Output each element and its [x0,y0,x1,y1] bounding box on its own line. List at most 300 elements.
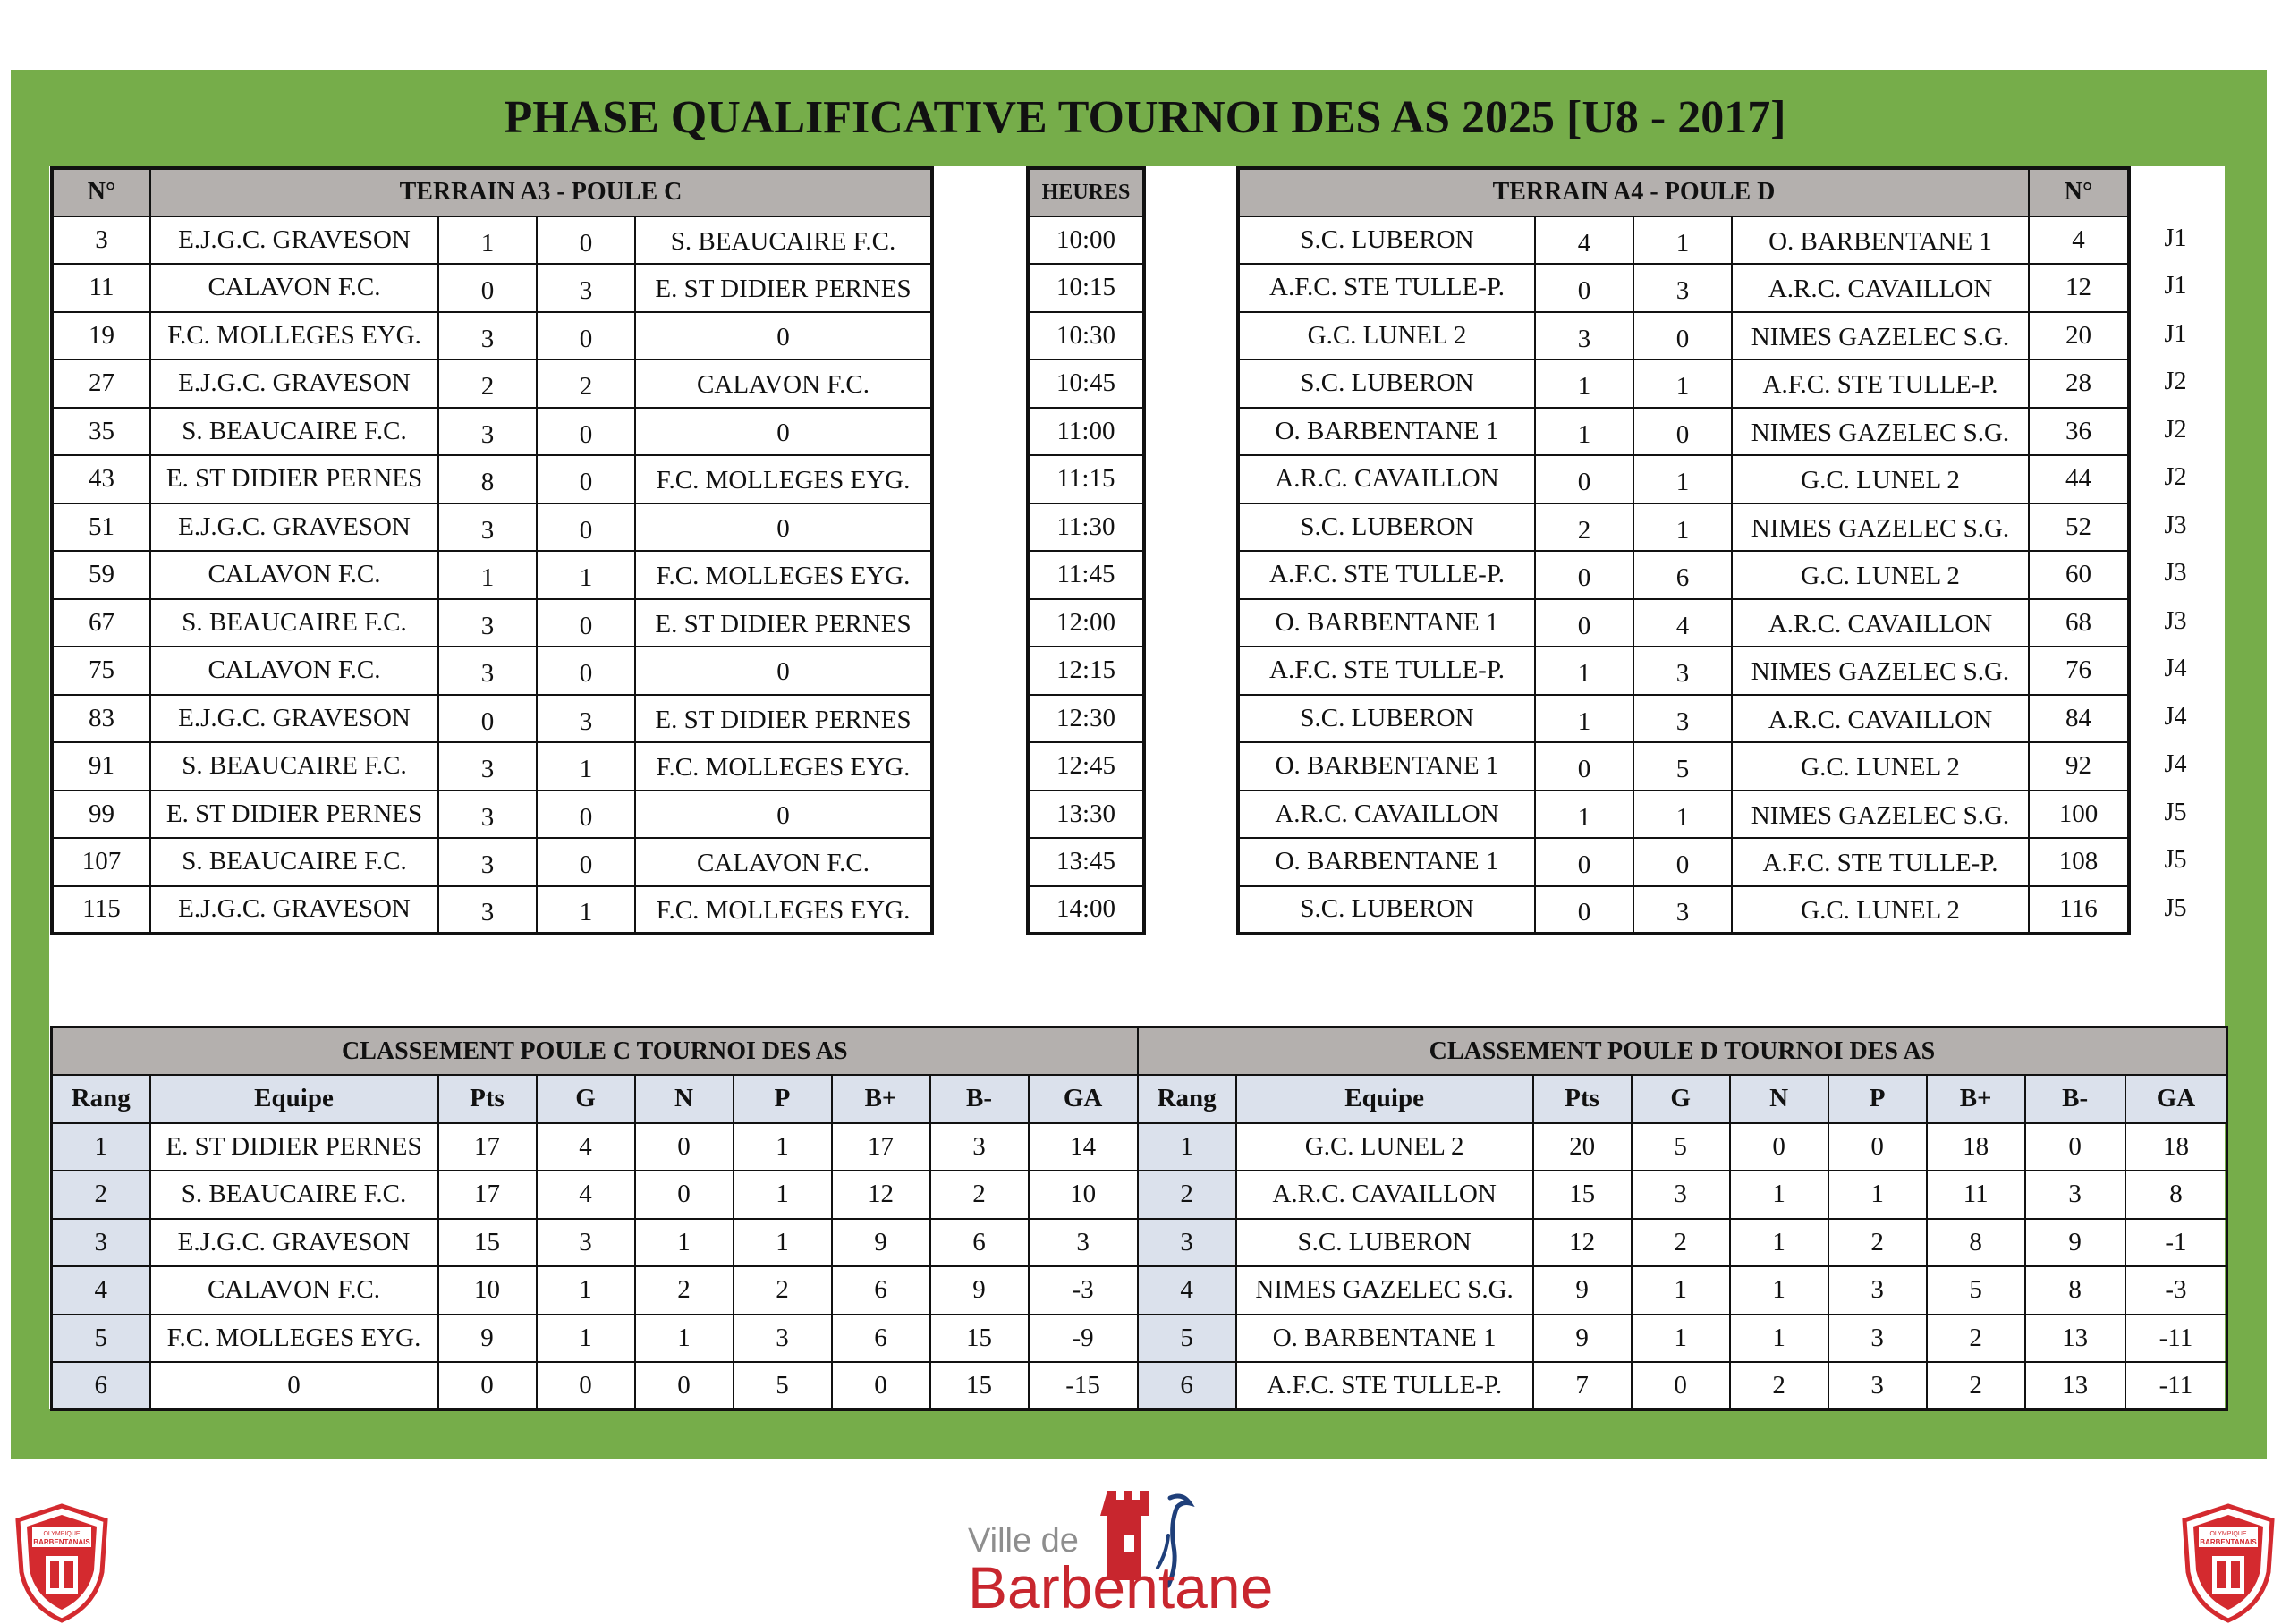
home-score: 3 [438,838,537,886]
home-team: S. BEAUCAIRE F.C. [150,408,438,456]
journee-label: J5 [2164,846,2187,874]
lost: 3 [1828,1266,1927,1315]
goal-average: -9 [1029,1315,1138,1363]
goal-average: 3 [1029,1219,1138,1267]
home-team: G.C. LUNEL 2 [1238,312,1535,360]
match-number: 91 [52,742,150,791]
lost: 2 [734,1266,832,1315]
journee-column [2135,215,2216,933]
points: 9 [1533,1315,1632,1363]
column-header-g: G [1632,1075,1730,1123]
home-score: 1 [1535,791,1633,839]
goals-for: 6 [832,1315,930,1363]
goals-against: 15 [930,1362,1029,1410]
away-team: G.C. LUNEL 2 [1732,455,2029,503]
away-score: 1 [1633,503,1732,552]
away-score: 1 [537,551,635,599]
away-score: 3 [1633,886,1732,935]
away-score: 3 [1633,647,1732,695]
match-number: 43 [52,455,150,503]
away-score: 3 [1633,264,1732,312]
poule-d-title: TERRAIN A4 - POULE D [1238,168,2029,216]
club-crest-right-icon [2179,1502,2277,1624]
home-team: S.C. LUBERON [1238,886,1535,935]
drawn: 1 [1730,1219,1828,1267]
lost: 3 [1828,1315,1927,1363]
away-team: CALAVON F.C. [635,359,932,408]
home-score: 2 [1535,503,1633,552]
away-score: 0 [537,647,635,695]
match-time: 13:45 [1028,838,1144,886]
lost: 5 [734,1362,832,1410]
city-logo [966,1480,1342,1614]
won: 1 [537,1315,635,1363]
away-team: O. BARBENTANE 1 [1732,216,2029,265]
away-team: 0 [635,312,932,360]
team: CALAVON F.C. [150,1266,438,1315]
svg-text:OLYMPIQUE: OLYMPIQUE [2209,1531,2247,1537]
away-team: F.C. MOLLEGES EYG. [635,742,932,791]
match-number: 36 [2029,408,2129,456]
points: 17 [438,1171,537,1219]
won: 3 [537,1219,635,1267]
team: 0 [150,1362,438,1410]
table-row [1028,216,1144,265]
goals-for: 2 [1927,1362,2025,1410]
home-team: CALAVON F.C. [150,647,438,695]
away-score: 0 [537,838,635,886]
away-score: 0 [537,503,635,552]
points: 20 [1533,1123,1632,1171]
points: 7 [1533,1362,1632,1410]
drawn: 2 [1730,1362,1828,1410]
match-number: 75 [52,647,150,695]
num-header: N° [52,168,150,216]
match-number: 35 [52,408,150,456]
home-team: S.C. LUBERON [1238,359,1535,408]
away-team: NIMES GAZELEC S.G. [1732,647,2029,695]
goals-for: 11 [1927,1171,2025,1219]
team: E. ST DIDIER PERNES [150,1123,438,1171]
home-team: S. BEAUCAIRE F.C. [150,742,438,791]
goals-for: 9 [832,1219,930,1267]
home-score: 1 [1535,695,1633,743]
journee-label: J1 [2164,319,2187,348]
column-header-p: P [1828,1075,1927,1123]
city-name: Barbentane [968,1554,1274,1614]
away-team: S. BEAUCAIRE F.C. [635,216,932,265]
table-row [1238,647,2129,695]
goal-average: -11 [2125,1315,2227,1363]
column-header-rang: Rang [1138,1075,1236,1123]
column-header-equipe: Equipe [150,1075,438,1123]
journee-label: J5 [2164,893,2187,922]
table-row [1238,264,2129,312]
table-row [52,264,932,312]
standings-row [52,1219,2227,1267]
rank: 5 [52,1315,150,1363]
table-row [1028,551,1144,599]
match-time: 13:30 [1028,791,1144,839]
team: F.C. MOLLEGES EYG. [150,1315,438,1363]
table-row [52,216,932,265]
page-title: PHASE QUALIFICATIVE TOURNOI DES AS 2025 [U8 - 2017] [504,92,1786,143]
won: 0 [537,1362,635,1410]
lost: 1 [1828,1171,1927,1219]
goals-against: 13 [2025,1315,2125,1363]
home-team: E.J.G.C. GRAVESON [150,216,438,265]
journee-label: J5 [2164,798,2187,826]
column-header-ga: GA [1029,1075,1138,1123]
match-number: 60 [2029,551,2129,599]
points: 0 [438,1362,537,1410]
team: A.R.C. CAVAILLON [1236,1171,1533,1219]
table-row [52,886,932,935]
table-row [52,359,932,408]
table-row [52,838,932,886]
away-score: 0 [1633,408,1732,456]
match-number: 44 [2029,455,2129,503]
away-score: 3 [537,695,635,743]
table-row [1028,742,1144,791]
away-score: 3 [537,264,635,312]
away-team: E. ST DIDIER PERNES [635,264,932,312]
match-time: 14:00 [1028,886,1144,935]
column-header-rang: Rang [52,1075,150,1123]
points: 10 [438,1266,537,1315]
home-score: 3 [438,408,537,456]
away-score: 5 [1633,742,1732,791]
home-team: CALAVON F.C. [150,551,438,599]
goal-average: 8 [2125,1171,2227,1219]
table-row [1238,408,2129,456]
goal-average: 18 [2125,1123,2227,1171]
rank: 3 [52,1219,150,1267]
journee-label: J4 [2164,750,2187,778]
away-team: E. ST DIDIER PERNES [635,695,932,743]
num-header: N° [2029,168,2129,216]
goals-for: 18 [1927,1123,2025,1171]
rank: 6 [1138,1362,1236,1410]
goal-average: -15 [1029,1362,1138,1410]
journee-label: J1 [2164,272,2187,300]
column-header-pts: Pts [1533,1075,1632,1123]
match-time: 11:00 [1028,408,1144,456]
away-team: A.R.C. CAVAILLON [1732,599,2029,647]
goals-against: 9 [2025,1219,2125,1267]
standings-table [50,1026,2228,1411]
table-row [1028,503,1144,552]
home-score: 1 [438,551,537,599]
table-row [1238,503,2129,552]
match-number: 51 [52,503,150,552]
standings-row [52,1315,2227,1363]
away-team: 0 [635,503,932,552]
home-team: A.F.C. STE TULLE-P. [1238,551,1535,599]
won: 1 [1632,1315,1730,1363]
home-team: F.C. MOLLEGES EYG. [150,312,438,360]
home-team: S.C. LUBERON [1238,503,1535,552]
column-header-ga: GA [2125,1075,2227,1123]
away-team: 0 [635,647,932,695]
drawn: 0 [635,1171,734,1219]
home-score: 0 [1535,455,1633,503]
home-score: 3 [1535,312,1633,360]
away-team: G.C. LUNEL 2 [1732,742,2029,791]
away-team: CALAVON F.C. [635,838,932,886]
lost: 3 [734,1315,832,1363]
table-row [1028,886,1144,935]
won: 4 [537,1171,635,1219]
match-number: 11 [52,264,150,312]
team: NIMES GAZELEC S.G. [1236,1266,1533,1315]
table-row [52,551,932,599]
match-number: 28 [2029,359,2129,408]
journee-label: J3 [2164,606,2187,635]
drawn: 1 [1730,1266,1828,1315]
away-team: NIMES GAZELEC S.G. [1732,503,2029,552]
journee-label: J3 [2164,559,2187,587]
match-number: 115 [52,886,150,935]
home-team: A.R.C. CAVAILLON [1238,791,1535,839]
match-number: 52 [2029,503,2129,552]
match-time: 12:15 [1028,647,1144,695]
goals-against: 2 [930,1171,1029,1219]
goals-for: 2 [1927,1315,2025,1363]
match-number: 84 [2029,695,2129,743]
table-row [1028,408,1144,456]
home-score: 0 [1535,551,1633,599]
home-score: 3 [438,791,537,839]
away-team: G.C. LUNEL 2 [1732,551,2029,599]
match-time: 12:00 [1028,599,1144,647]
drawn: 1 [635,1219,734,1267]
column-header-n: N [1730,1075,1828,1123]
away-team: A.R.C. CAVAILLON [1732,264,2029,312]
journee-label: J2 [2164,415,2187,444]
away-score: 3 [1633,695,1732,743]
home-team: A.F.C. STE TULLE-P. [1238,647,1535,695]
table-row [1028,264,1144,312]
match-number: 68 [2029,599,2129,647]
away-team: NIMES GAZELEC S.G. [1732,408,2029,456]
home-score: 0 [438,695,537,743]
away-score: 0 [1633,838,1732,886]
standings-d-title: CLASSEMENT POULE D TOURNOI DES AS [1138,1028,2227,1076]
rank: 4 [1138,1266,1236,1315]
away-score: 0 [537,216,635,265]
goals-for: 8 [1927,1219,2025,1267]
table-row [52,647,932,695]
team: O. BARBENTANE 1 [1236,1315,1533,1363]
rank: 5 [1138,1315,1236,1363]
table-row [52,791,932,839]
away-team: A.F.C. STE TULLE-P. [1732,838,2029,886]
journee-label: J1 [2164,224,2187,252]
away-score: 0 [1633,312,1732,360]
home-score: 3 [438,503,537,552]
table-row [52,503,932,552]
points: 15 [1533,1171,1632,1219]
won: 3 [1632,1171,1730,1219]
away-team: 0 [635,408,932,456]
table-row [52,408,932,456]
table-row [1028,599,1144,647]
match-number: 19 [52,312,150,360]
poule-d-schedule-table [1236,166,2131,935]
home-score: 0 [1535,742,1633,791]
points: 9 [1533,1266,1632,1315]
home-score: 0 [1535,599,1633,647]
rank: 6 [52,1362,150,1410]
goals-against: 8 [2025,1266,2125,1315]
home-score: 1 [1535,408,1633,456]
points: 12 [1533,1219,1632,1267]
home-team: S. BEAUCAIRE F.C. [150,838,438,886]
goals-for: 5 [1927,1266,2025,1315]
goals-against: 9 [930,1266,1029,1315]
table-row [1028,838,1144,886]
column-header-n: N [635,1075,734,1123]
won: 0 [1632,1362,1730,1410]
points: 15 [438,1219,537,1267]
match-number: 3 [52,216,150,265]
home-team: E.J.G.C. GRAVESON [150,503,438,552]
points: 17 [438,1123,537,1171]
match-number: 100 [2029,791,2129,839]
away-score: 1 [1633,216,1732,265]
poule-c-title: TERRAIN A3 - POULE C [150,168,932,216]
rank: 3 [1138,1219,1236,1267]
rank: 1 [52,1123,150,1171]
match-time: 11:30 [1028,503,1144,552]
drawn: 1 [1730,1171,1828,1219]
rank: 1 [1138,1123,1236,1171]
home-score: 0 [1535,886,1633,935]
table-row [1238,742,2129,791]
table-row [1028,647,1144,695]
standings-c-title: CLASSEMENT POULE C TOURNOI DES AS [52,1028,1138,1076]
away-team: NIMES GAZELEC S.G. [1732,791,2029,839]
match-number: 116 [2029,886,2129,935]
drawn: 0 [635,1362,734,1410]
match-number: 99 [52,791,150,839]
journee-label: J4 [2164,702,2187,731]
home-team: E. ST DIDIER PERNES [150,455,438,503]
table-row [1028,312,1144,360]
table-row [1028,791,1144,839]
column-header-b: B+ [1927,1075,2025,1123]
away-team: F.C. MOLLEGES EYG. [635,551,932,599]
drawn: 2 [635,1266,734,1315]
away-score: 1 [537,886,635,935]
column-header-p: P [734,1075,832,1123]
goal-average: -11 [2125,1362,2227,1410]
table-row [1238,599,2129,647]
drawn: 0 [635,1123,734,1171]
away-score: 1 [1633,455,1732,503]
table-row [1238,359,2129,408]
column-header-b: B- [2025,1075,2125,1123]
home-team: S.C. LUBERON [1238,695,1535,743]
table-row [52,599,932,647]
away-score: 6 [1633,551,1732,599]
column-header-b: B- [930,1075,1029,1123]
home-team: A.R.C. CAVAILLON [1238,455,1535,503]
standings-row [52,1123,2227,1171]
home-team: O. BARBENTANE 1 [1238,838,1535,886]
lost: 1 [734,1171,832,1219]
journee-label: J4 [2164,655,2187,682]
team: S. BEAUCAIRE F.C. [150,1171,438,1219]
match-time: 11:45 [1028,551,1144,599]
goals-for: 17 [832,1123,930,1171]
home-score: 1 [438,216,537,265]
lost: 0 [1828,1123,1927,1171]
goal-average: -3 [1029,1266,1138,1315]
match-time: 12:30 [1028,695,1144,743]
lost: 2 [1828,1219,1927,1267]
home-score: 0 [1535,838,1633,886]
match-number: 27 [52,359,150,408]
lost: 1 [734,1123,832,1171]
standings-row [52,1171,2227,1219]
team: G.C. LUNEL 2 [1236,1123,1533,1171]
match-time: 10:15 [1028,264,1144,312]
away-team: A.F.C. STE TULLE-P. [1732,359,2029,408]
home-team: CALAVON F.C. [150,264,438,312]
table-row [1238,695,2129,743]
team: E.J.G.C. GRAVESON [150,1219,438,1267]
svg-text:BARBENTANAIS: BARBENTANAIS [33,1538,90,1546]
away-team: 0 [635,791,932,839]
home-score: 4 [1535,216,1633,265]
journee-label: J3 [2164,511,2187,539]
standings-row [52,1266,2227,1315]
standings-row [52,1362,2227,1410]
home-team: O. BARBENTANE 1 [1238,408,1535,456]
home-team: O. BARBENTANE 1 [1238,599,1535,647]
city-prefix: Ville de [968,1522,1079,1560]
home-score: 2 [438,359,537,408]
away-score: 1 [1633,359,1732,408]
away-team: F.C. MOLLEGES EYG. [635,886,932,935]
away-team: G.C. LUNEL 2 [1732,886,2029,935]
home-team: O. BARBENTANE 1 [1238,742,1535,791]
table-row [52,312,932,360]
goals-against: 15 [930,1315,1029,1363]
svg-text:BARBENTANAIS: BARBENTANAIS [2200,1538,2257,1546]
journee-label: J2 [2164,368,2187,395]
match-number: 108 [2029,838,2129,886]
table-row [1238,551,2129,599]
poule-c-schedule-table [50,166,934,935]
rank: 2 [1138,1171,1236,1219]
club-crest-left-icon [13,1502,111,1624]
goals-against: 3 [2025,1171,2125,1219]
home-team: A.F.C. STE TULLE-P. [1238,264,1535,312]
table-row [1028,359,1144,408]
goals-for: 6 [832,1266,930,1315]
match-number: 92 [2029,742,2129,791]
away-score: 1 [537,742,635,791]
away-team: E. ST DIDIER PERNES [635,599,932,647]
away-score: 0 [537,455,635,503]
away-team: F.C. MOLLEGES EYG. [635,455,932,503]
home-team: S.C. LUBERON [1238,216,1535,265]
away-score: 0 [537,312,635,360]
rank: 2 [52,1171,150,1219]
